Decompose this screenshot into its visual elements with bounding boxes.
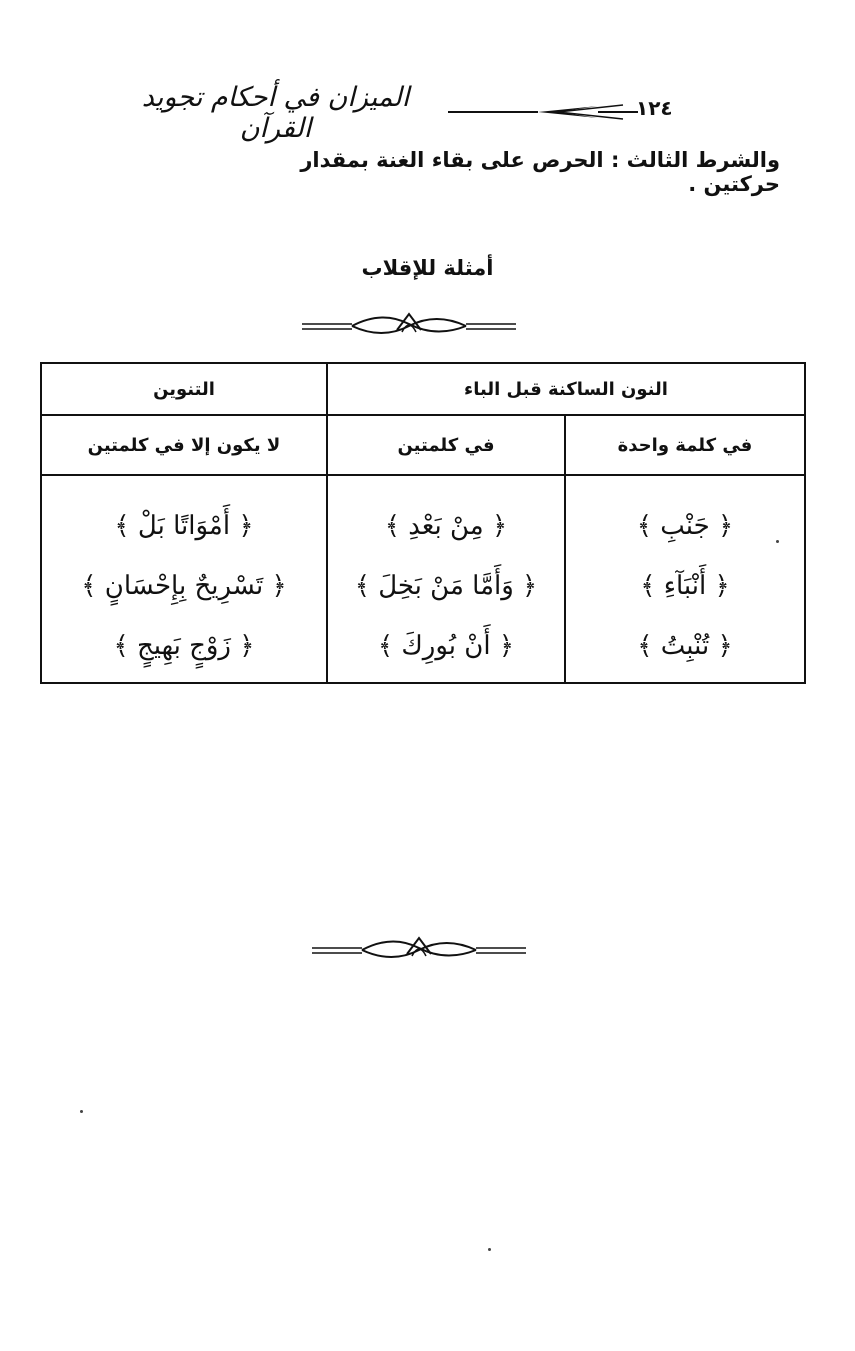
tanween-examples-cell <box>41 475 327 683</box>
scan-speck <box>776 540 779 543</box>
noon-sakinah-header: النون الساكنة قبل الباء <box>327 363 805 415</box>
scan-speck <box>80 1110 83 1113</box>
condition-text: والشرط الثالث : الحرص على بقاء الغنة بمقدار حركتين . <box>300 148 780 196</box>
tanween-column-header: لا يكون إلا في كلمتين <box>41 415 327 475</box>
section-title: أمثلة للإقلاب <box>361 256 494 280</box>
two-words-examples-cell <box>327 475 565 683</box>
verse-example: ﴿ تُنْبِتُ ﴾ <box>637 631 733 661</box>
verse-example: ﴿ مِنْ بَعْدِ ﴾ <box>384 511 508 541</box>
verse-example: ﴿ أَنْ بُورِكَ ﴾ <box>377 631 515 661</box>
verse-example: ﴿ جَنْبِ ﴾ <box>636 511 734 541</box>
one-word-examples-cell <box>565 475 805 683</box>
verse-example: ﴿ زَوْجٍ بَهِيجٍ ﴾ <box>113 631 255 661</box>
closing-ornament-icon <box>312 934 526 964</box>
verse-example: ﴿ وَأَمَّا مَنْ بَخِلَ ﴾ <box>354 571 538 601</box>
two-words-column-header: في كلمتين <box>327 415 565 475</box>
verse-example: ﴿ أَنْبَآءِ ﴾ <box>640 571 730 601</box>
tanween-header: التنوين <box>41 363 327 415</box>
page-number: ١٢٤ <box>636 96 673 120</box>
book-title: الميزان في أحكام تجويد القرآن <box>141 82 410 144</box>
scan-speck <box>488 1248 491 1251</box>
divider-ornament-icon <box>302 310 516 340</box>
one-word-column-header: في كلمة واحدة <box>565 415 805 475</box>
verse-example: ﴿ أَمْوَاتًا بَلْ ﴾ <box>114 511 254 541</box>
verse-example: ﴿ تَسْرِيحٌ بِإِحْسَانٍ ﴾ <box>81 571 287 601</box>
iqlab-examples-table <box>40 362 806 684</box>
header-rule-ornament <box>448 100 638 124</box>
